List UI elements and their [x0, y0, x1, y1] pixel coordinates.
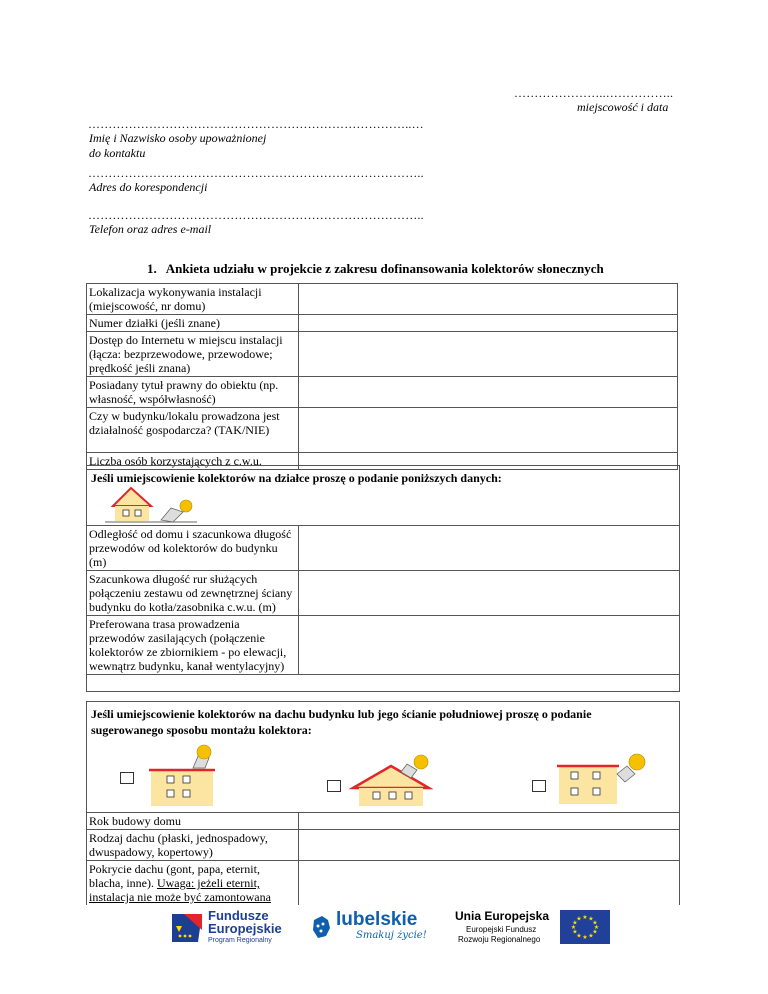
- collector-panel-icon: [161, 508, 183, 522]
- svg-text:★: ★: [572, 919, 578, 927]
- plot-collectors-box: [86, 465, 680, 692]
- eu-line2: Europejski Fundusz: [466, 925, 537, 934]
- section-heading: [147, 261, 604, 277]
- address-dots[interactable]: ………………………………………………………………………..: [88, 166, 424, 180]
- svg-text:★: ★: [593, 924, 600, 931]
- table-row: [87, 526, 680, 571]
- name-label-2: do kontaktu: [89, 146, 146, 160]
- eu-flag-icon: [560, 910, 610, 944]
- pitched-roof-checkbox[interactable]: [327, 780, 341, 792]
- roof-table: [86, 812, 680, 905]
- flat-roof-illustration: [147, 744, 237, 808]
- table-row: [87, 332, 678, 377]
- roof-box-title-2: sugerowanego sposobu montażu kolektora:: [91, 723, 312, 737]
- row-label: Posiadany tytuł prawny do obiektu (np. własność, współwłasność): [87, 377, 299, 408]
- table-row: [87, 315, 678, 332]
- row-label: Lokalizacja wykonywania instalacji (miejscowość, nr domu): [87, 284, 299, 315]
- row-label: Rok budowy domu: [87, 813, 299, 830]
- svg-text:★: ★: [582, 934, 588, 941]
- table-row: [87, 408, 678, 453]
- svg-text:★: ★: [588, 915, 594, 923]
- table-row: [87, 284, 678, 315]
- fundusze-europejskie-logo-icon: [170, 910, 204, 944]
- ground-collector-illustration: [101, 484, 201, 526]
- answer-cell[interactable]: [298, 830, 679, 861]
- table-row: [87, 616, 680, 675]
- table-row: [87, 861, 680, 906]
- address-label: Adres do korespondencji: [89, 180, 208, 194]
- svg-text:★: ★: [572, 928, 578, 936]
- row-label: Preferowana trasa prowadzenia przewodów zasilających (połączenie kolektorów ze zbiornikiem - po elewacji, wewnątrz budynku, kanał wentylacyjny): [87, 616, 299, 675]
- phone-dots[interactable]: ………………………………………………………………………..: [88, 208, 424, 222]
- svg-text:★: ★: [576, 932, 582, 940]
- row-label: Szacunkowa długość rur służących połączeniu zestawu od zewnętrznej ściany budynku do kotła/zasobnika c.w.u. (m): [87, 571, 299, 616]
- section-number: 1.: [147, 261, 157, 276]
- lubelskie-logo-icon: [310, 914, 334, 942]
- table-row: [87, 571, 680, 616]
- table-row: [87, 830, 680, 861]
- svg-text:★: ★: [576, 915, 582, 923]
- row-label: [87, 861, 299, 906]
- svg-text:★: ★: [582, 914, 588, 921]
- answer-cell[interactable]: [298, 616, 679, 675]
- sun-icon: [180, 500, 192, 512]
- answer-cell[interactable]: [298, 526, 679, 571]
- answer-cell[interactable]: [298, 408, 677, 453]
- flat-roof-checkbox[interactable]: [120, 772, 134, 784]
- eternit-warning: Uwaga: jeżeli eternit, instalacja nie może być zamontowana: [89, 876, 271, 904]
- answer-cell[interactable]: [298, 332, 677, 377]
- fe-line3: Program Regionalny: [208, 937, 272, 944]
- survey-table: [86, 283, 678, 470]
- house-roof-icon: [353, 766, 429, 788]
- house-wall-icon: [151, 770, 213, 806]
- house-roof-icon: [113, 488, 151, 506]
- pitched-roof-illustration: [349, 744, 449, 808]
- name-label-1: Imię i Nazwisko osoby upoważnionej: [89, 131, 267, 145]
- sun-icon: [629, 754, 645, 770]
- answer-cell[interactable]: [298, 813, 679, 830]
- section-title: Ankieta udziału w projekcie z zakresu dofinansowania kolektorów słonecznych: [165, 261, 604, 276]
- row-label: Liczba osób korzystających z c.w.u.: [87, 453, 299, 470]
- eu-title: Unia Europejska: [455, 909, 550, 923]
- house-wall-icon: [559, 766, 617, 804]
- lubelskie-slogan: Smakuj życie!: [356, 930, 427, 941]
- place-date-dots[interactable]: …………………..……………..: [514, 86, 674, 100]
- sun-icon: [197, 745, 211, 759]
- answer-cell[interactable]: [298, 315, 677, 332]
- row-label: Numer działki (jeśli znane): [87, 315, 299, 332]
- table-row: [87, 377, 678, 408]
- answer-cell[interactable]: [298, 377, 677, 408]
- phone-label: Telefon oraz adres e-mail: [89, 222, 212, 236]
- svg-text:★: ★: [570, 924, 577, 931]
- logo-bar: [170, 908, 610, 948]
- wall-mount-illustration: [555, 744, 655, 808]
- plot-box-title: Jeśli umiejscowienie kolektorów na działce proszę o podanie poniższych danych:: [91, 471, 502, 485]
- row-label: Czy w budynku/lokalu prowadzona jest działalność gospodarcza? (TAK/NIE): [87, 408, 299, 453]
- fe-line2: Europejskie: [208, 921, 282, 936]
- answer-cell[interactable]: [298, 571, 679, 616]
- house-wall-icon: [115, 506, 149, 521]
- lubelskie-wordmark: lubelskie: [336, 909, 418, 930]
- place-date-label: miejscowość i data: [577, 100, 669, 114]
- fe-line1: Fundusze: [208, 908, 269, 923]
- answer-cell[interactable]: [298, 284, 677, 315]
- plot-table: [86, 525, 680, 675]
- wall-mount-checkbox[interactable]: [532, 780, 546, 792]
- sun-icon: [414, 755, 428, 769]
- svg-text:★: ★: [592, 928, 598, 936]
- svg-text:★: ★: [588, 932, 594, 940]
- name-dots[interactable]: ……………………………………………………………………..…: [88, 117, 424, 131]
- table-row: [87, 813, 680, 830]
- row-label: Dostęp do Internetu w miejscu instalacji (łącza: bezprzewodowe, przewodowe; prędkość jeśli znana): [87, 332, 299, 377]
- eu-line3: Rozwoju Regionalnego: [458, 935, 541, 944]
- row-label: Odległość od domu i szacunkowa długość przewodów od kolektorów do budynku (m): [87, 526, 299, 571]
- row-label: Rodzaj dachu (płaski, jednospadowy, dwuspadowy, kopertowy): [87, 830, 299, 861]
- answer-cell[interactable]: [298, 861, 679, 906]
- svg-text:★: ★: [592, 919, 598, 927]
- roof-cover-label: Pokrycie dachu (gont, papa, eternit, blacha, inne).: [89, 862, 260, 890]
- roof-collectors-box: [86, 701, 680, 904]
- roof-box-title-1: Jeśli umiejscowienie kolektorów na dachu budynku lub jego ścianie południowej proszę o podanie: [91, 707, 592, 721]
